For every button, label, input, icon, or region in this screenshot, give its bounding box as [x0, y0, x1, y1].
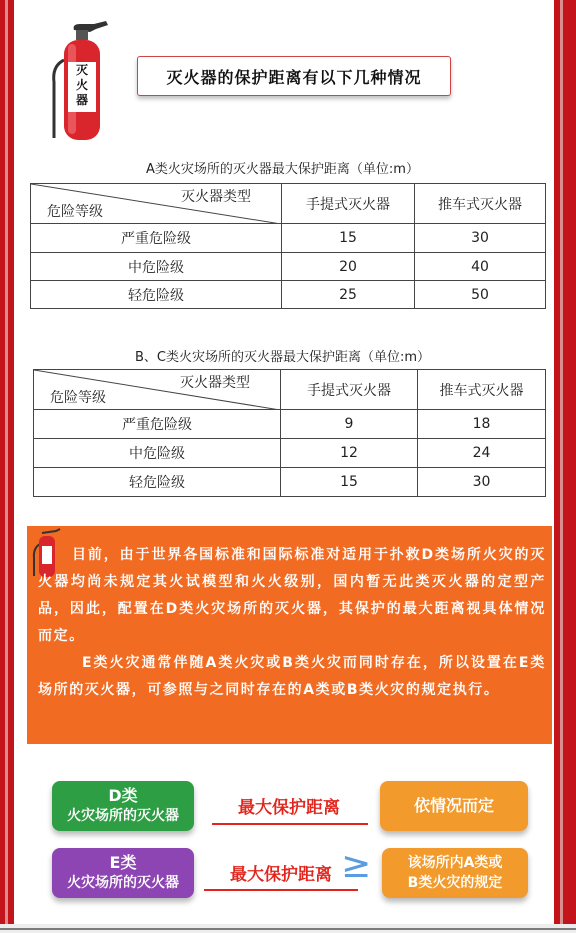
- right-border-stripe: [560, 0, 563, 924]
- d-relation-underline: [212, 823, 368, 825]
- column-header: 手提式灭火器: [281, 370, 418, 410]
- left-border-stripe: [5, 0, 8, 924]
- wheeled-distance: 30: [418, 468, 546, 497]
- table-bc-corner-cell: 灭火器类型 危险等级: [34, 370, 281, 410]
- table-row: [34, 410, 546, 439]
- column-header: 推车式灭火器: [418, 370, 546, 410]
- table-a-corner-cell: 灭火器类型 危险等级: [31, 184, 282, 224]
- wheeled-distance: 30: [415, 224, 546, 253]
- table-bc-caption: B、C类火灾场所的灭火器最大保护距离（单位:m）: [134, 350, 431, 365]
- hazard-level: 中危险级: [34, 439, 281, 468]
- page-title: 灭火器的保护距离有以下几种情况: [137, 56, 451, 96]
- greater-equal-symbol: ≥: [341, 845, 372, 886]
- portable-distance: 25: [282, 281, 415, 309]
- table-row: [31, 281, 546, 309]
- wheeled-distance: 18: [418, 410, 546, 439]
- hazard-level: 轻危险级: [31, 281, 282, 309]
- extinguisher-label: 灭 火 器: [75, 63, 88, 107]
- e-result-box: 该场所内A类或 B类火灾的规定: [382, 848, 528, 898]
- column-header: 手提式灭火器: [282, 184, 415, 224]
- wheeled-distance: 50: [415, 281, 546, 309]
- table-a: [30, 183, 546, 309]
- table-row: [31, 224, 546, 253]
- portable-distance: 9: [281, 410, 418, 439]
- portable-distance: 15: [281, 468, 418, 497]
- e-class-box: E类 火灾场所的灭火器: [52, 848, 194, 898]
- portable-distance: 12: [281, 439, 418, 468]
- hazard-level: 严重危险级: [31, 224, 282, 253]
- table-bc: [33, 369, 546, 497]
- d-relation-label: 最大保护距离: [238, 798, 340, 818]
- hazard-level: 轻危险级: [34, 468, 281, 497]
- column-header: 推车式灭火器: [415, 184, 546, 224]
- portable-distance: 20: [282, 253, 415, 281]
- table-row: [34, 468, 546, 497]
- table-row: [31, 253, 546, 281]
- e-relation-label: 最大保护距离: [230, 865, 332, 885]
- e-relation-underline: [204, 889, 358, 891]
- note-paragraph-d-class: 目前，由于世界各国标准和国际标准对适用于扑救D类场所火灾的灭火器均尚未规定其火试模型和火火级别，国内暂无此类灭火器的定型产品，因此，配置在D类火灾场所的灭火器，其保护的最大距离视具体情况而定。: [38, 547, 546, 644]
- table-row: [34, 439, 546, 468]
- wheeled-distance: 24: [418, 439, 546, 468]
- d-result-box: 依情况而定: [380, 781, 528, 831]
- hazard-level: 严重危险级: [34, 410, 281, 439]
- hazard-level: 中危险级: [31, 253, 282, 281]
- table-a-caption: A类火灾场所的灭火器最大保护距离（单位:m）: [146, 162, 419, 177]
- note-paragraph-e-class: E类火灾通常伴随A类火灾或B类火灾而同时存在，所以设置在E类场所的灭火器，可参照与之同时存在的A类或B类火灾的规定执行。: [38, 655, 546, 698]
- d-class-box: D类 火灾场所的灭火器: [52, 781, 194, 831]
- portable-distance: 15: [282, 224, 415, 253]
- wheeled-distance: 40: [415, 253, 546, 281]
- bottom-divider-line: [0, 928, 576, 930]
